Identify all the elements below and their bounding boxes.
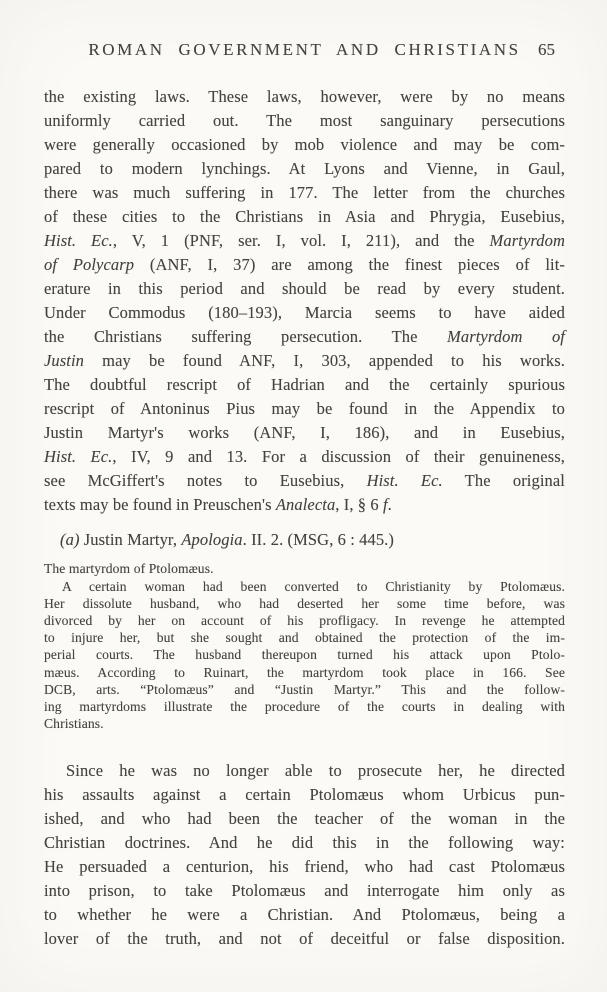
- text-line: [44, 903, 565, 927]
- italic-text: Apologia: [181, 530, 243, 549]
- text-segment: rescript of Antoninus Pius may be found in the Appendix to: [44, 399, 565, 418]
- text-segment: .: [387, 495, 392, 514]
- text-segment: Justin Martyr's works (ANF, I, 186), and in Eusebius,: [44, 423, 565, 442]
- text-line: [44, 205, 565, 229]
- text-line: [44, 664, 565, 681]
- text-line: [44, 349, 565, 373]
- italic-text: Justin: [44, 351, 85, 370]
- text-segment: The original: [442, 471, 565, 490]
- text-line: [44, 646, 565, 663]
- note-heading: [44, 560, 565, 577]
- text-line: [44, 831, 565, 855]
- text-line: [44, 229, 565, 253]
- text-line: [44, 85, 565, 109]
- text-segment: perial courts. The husband thereupon turned his attack upon Ptolo-: [44, 647, 565, 663]
- italic-text: Hist. Ec.: [366, 471, 443, 490]
- text-line: [44, 759, 565, 783]
- text-segment: , I, § 6: [335, 495, 383, 514]
- italic-text: Hist. Ec.: [44, 231, 113, 250]
- text-segment: were generally occasioned by mob violence and may be com-: [44, 135, 565, 154]
- text-line: [44, 927, 565, 951]
- text-segment: A certain woman had been converted to Christianity by Ptolomæus.: [62, 579, 565, 595]
- text-line: [44, 560, 565, 577]
- text-line: [44, 715, 565, 732]
- text-segment: Christians.: [44, 715, 104, 731]
- text-segment: , V, 1 (PNF, ser. I, vol. I, 211), and the: [112, 231, 490, 250]
- text-column: [44, 40, 565, 951]
- text-segment: Since he was no longer able to prosecute her, he directed: [66, 760, 565, 780]
- citation-line: [44, 528, 565, 552]
- text-segment: the existing laws. These laws, however, were by no means: [44, 87, 565, 106]
- text-segment: the Christians suffering persecution. The: [44, 327, 448, 346]
- text-segment: erature in this period and should be read by every student.: [44, 279, 565, 298]
- text-line: [44, 879, 565, 903]
- note-paragraph: [44, 578, 565, 732]
- text-segment: mæus. According to Ruinart, the martyrdom took place in 166. See: [44, 664, 565, 680]
- text-line: [44, 373, 565, 397]
- text-segment: . II. 2. (MSG, 6 : 445.): [242, 530, 394, 549]
- text-segment: to whether he were a Christian. And Ptolomæus, being a: [44, 904, 565, 924]
- text-line: [44, 855, 565, 879]
- text-segment: He persuaded a centurion, his friend, who had cast Ptolomæus: [44, 856, 565, 876]
- text-segment: Christian doctrines. And he did this in the following way:: [44, 832, 565, 852]
- text-line: [44, 629, 565, 646]
- text-line: [44, 157, 565, 181]
- text-segment: lover of the truth, and not of deceitful or false disposition.: [44, 928, 565, 948]
- text-segment: The doubtful rescript of Hadrian and the certainly spurious: [44, 375, 565, 394]
- text-line: [44, 681, 565, 698]
- italic-text: Martyrdom of: [447, 327, 565, 346]
- text-segment: his assaults against a certain Ptolomæus whom Urbicus pun-: [44, 784, 565, 804]
- italic-text: (a): [60, 530, 80, 549]
- text-line: [44, 528, 565, 552]
- text-line: [44, 301, 565, 325]
- text-line: [44, 397, 565, 421]
- text-line: [44, 253, 565, 277]
- text-line: [44, 109, 565, 133]
- text-segment: to injure her, but she sought and obtained the protection of the im-: [44, 630, 565, 646]
- text-segment: pared to modern lynchings. At Lyons and Vienne, in Gaul,: [44, 159, 565, 178]
- text-segment: divorced by her on account of his profligacy. In revenge he attempted: [44, 613, 565, 629]
- text-line: [44, 421, 565, 445]
- text-line: [44, 612, 565, 629]
- text-line: [44, 493, 565, 517]
- text-segment: see McGiffert's notes to Eusebius,: [44, 471, 367, 490]
- text-segment: ing martyrdoms illustrate the procedure of the courts in dealing with: [44, 698, 565, 714]
- text-segment: (ANF, I, 37) are among the finest pieces of lit-: [134, 255, 566, 274]
- text-line: [44, 698, 565, 715]
- text-segment: The martyrdom of Ptolomæus.: [44, 561, 214, 576]
- text-segment: DCB, arts. “Ptolomæus” and “Justin Martyr.” This and the follow-: [44, 681, 565, 697]
- text-segment: uniformly carried out. The most sanguinary persecutions: [44, 111, 565, 130]
- text-segment: Under Commodus (180–193), Marcia seems to have aided: [44, 303, 565, 322]
- text-line: [44, 469, 565, 493]
- italic-text: f: [382, 495, 388, 514]
- text-line: [44, 277, 565, 301]
- text-line: [44, 783, 565, 807]
- text-line: [44, 807, 565, 831]
- text-line: [44, 578, 565, 595]
- italic-text: Hist. Ec.: [44, 447, 113, 466]
- text-line: [44, 181, 565, 205]
- text-segment: into prison, to take Ptolomæus and interrogate him only as: [44, 880, 565, 900]
- paragraph-quote: [44, 759, 565, 951]
- text-line: [44, 445, 565, 469]
- text-segment: Her dissolute husband, who had deserted her some time before, was: [44, 596, 565, 612]
- page-number: 65: [538, 40, 555, 59]
- text-line: [44, 325, 565, 349]
- text-segment: may be found ANF, I, 303, appended to his works.: [84, 351, 565, 370]
- running-header: [44, 40, 565, 62]
- text-segment: ished, and who had been the teacher of the woman in the: [44, 808, 565, 828]
- text-segment: Justin Martyr,: [79, 530, 182, 549]
- text-segment: , IV, 9 and 13. For a discussion of their genuineness,: [112, 447, 565, 466]
- italic-text: Analecta: [275, 495, 336, 514]
- text-segment: texts may be found in Preuschen's: [44, 495, 276, 514]
- text-line: [44, 595, 565, 612]
- paragraph-intro: [44, 85, 565, 517]
- running-header-title: ROMAN GOVERNMENT AND CHRISTIANS: [88, 40, 521, 59]
- text-line: [44, 133, 565, 157]
- italic-text: of Polycarp: [44, 255, 135, 274]
- text-segment: there was much suffering in 177. The letter from the churches: [44, 183, 565, 202]
- italic-text: Martyrdom: [489, 231, 565, 250]
- text-segment: of these cities to the Christians in Asia and Phrygia, Eusebius,: [44, 207, 565, 226]
